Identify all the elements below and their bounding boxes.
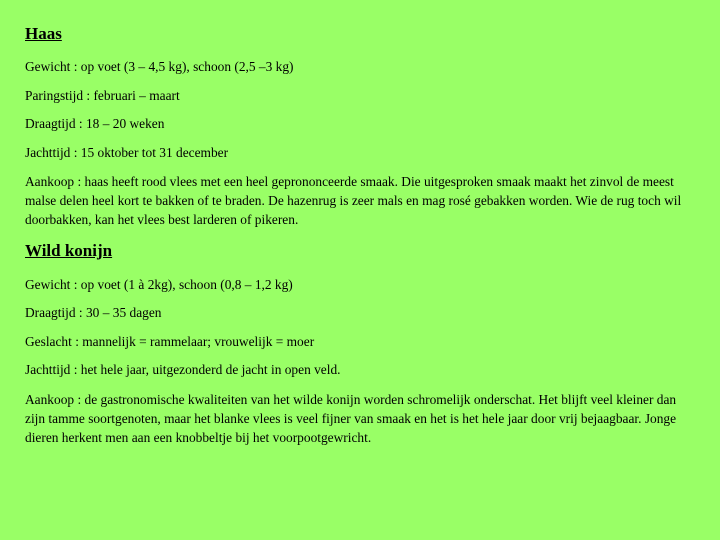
konijn-weight-text: Gewicht : op voet (1 à 2kg), schoon (0,8 – 1,2 kg)	[25, 277, 293, 292]
konijn-hunting-season-text: Jachttijd : het hele jaar, uitgezonderd de jacht in open veld.	[25, 362, 341, 377]
haas-purchase-paragraph: Aankoop : haas heeft rood vlees met een heel geprononceerde smaak. Die uitgesproken smaak maakt het zinvol de meest malse delen heel kort te bakken of te braden. De hazenrug is zeer mals en mag rosé gebakken worden. Wie de rug toch wil doorbakken, kan het vlees best larderen of pikeren.	[25, 174, 682, 227]
konijn-gestation-text: Draagtijd : 30 – 35 dagen	[25, 305, 162, 320]
haas-gestation-text: Draagtijd : 18 – 20 weken	[25, 116, 165, 131]
section-title-haas: Haas	[25, 24, 62, 43]
section-title-wild-konijn: Wild konijn	[25, 241, 113, 260]
haas-hunting-season-text: Jachttijd : 15 oktober tot 31 december	[25, 145, 229, 160]
haas-mating-season-text: Paringstijd : februari – maart	[25, 88, 180, 103]
konijn-sex-text: Geslacht : mannelijk = rammelaar; vrouwelijk = moer	[25, 334, 315, 349]
haas-weight-text: Gewicht : op voet (3 – 4,5 kg), schoon (2,5 –3 kg)	[25, 59, 294, 74]
konijn-purchase-paragraph: Aankoop : de gastronomische kwaliteiten van het wilde konijn worden schromelijk onderschat. Het blijft veel kleiner dan zijn tamme soortgenoten, maar het blanke vlees is veel fijner van smaak en het is het hele jaar door vrij bejaagbaar. Jonge dieren herkent men aan een knobbeltje bij het voorpootgewricht.	[25, 392, 677, 445]
